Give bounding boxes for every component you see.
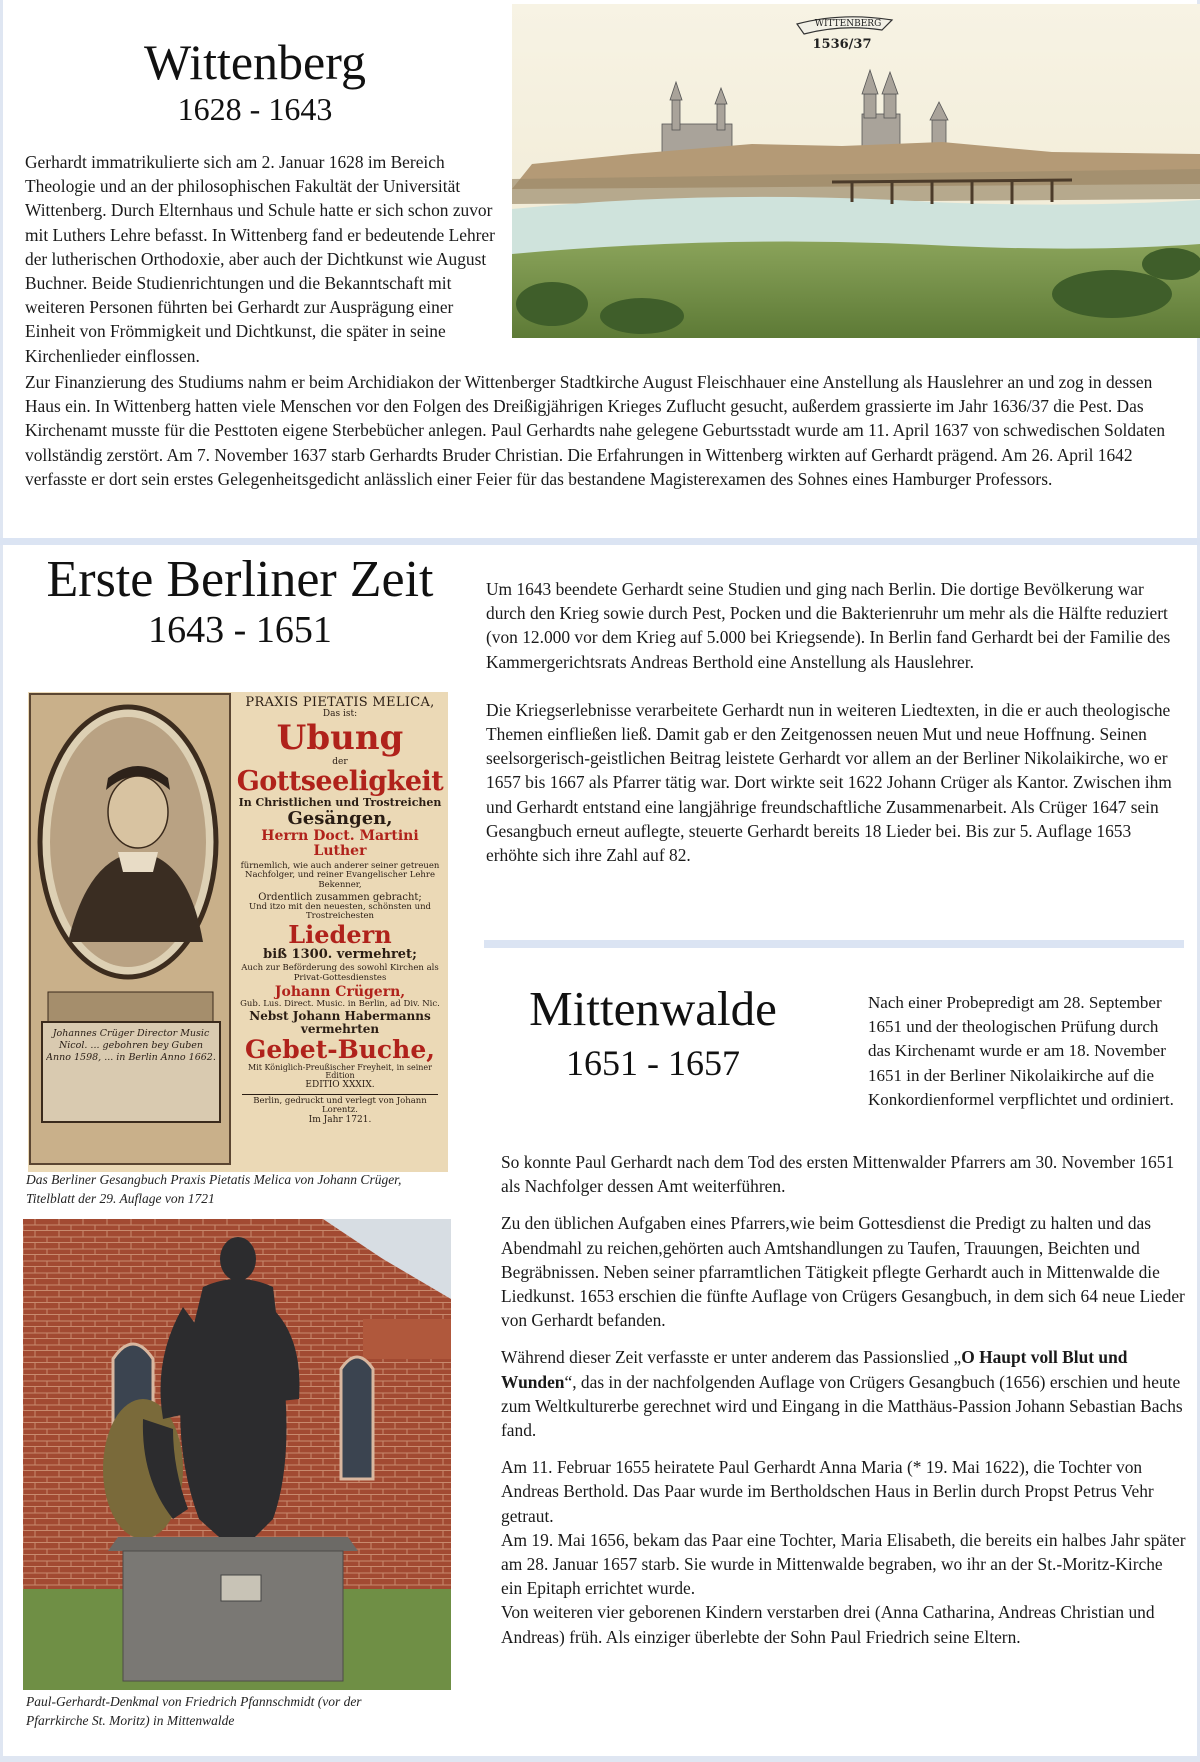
book-line: Das ist: bbox=[322, 709, 358, 720]
book-line: EDITIO XXXIX. bbox=[305, 1080, 375, 1091]
wittenberg-years: 1628 - 1643 bbox=[177, 91, 333, 127]
mittenwalde-years: 1651 - 1657 bbox=[566, 1043, 740, 1083]
wittenberg-body-text: Zur Finanzierung des Studiums nahm er beim Archidiakon der Wittenberger Stadtkirche August Fleischhauer eine Anstellung als Hauslehrer an und zog in dessen Haus ein. In Wittenberg hatten viele Menschen vor den Folgen des Dreißigjährigen Krieges Zuflucht gesucht, außerdem grassierte im Jahr 1636/37 die Pest. Das Kirchenamt musste für die Pesttoten eigene Sterbebücher anlegen. Paul Gerhardts nahe gelegene Geburtsstadt wurde am 11. April 1637 von schwedischen Soldaten vollständig zerstört. Am 7. November 1637 starb Gerhardts Bruder Christian. Die Erfahrungen in Wittenberg wirkten auf Gerhardt prägend. Am 26. April 1642 verfasste er dort sein erstes Gelegenheitsgedicht anlässlich einer Feier für das bestandene Magisterexamen des Sohnes eines Hamburger Professors. bbox=[25, 372, 1166, 489]
mittenwalde-title: Mittenwalde bbox=[529, 981, 777, 1036]
book-line: Und itzo mit den neuesten, schönsten und Trostreichesten bbox=[248, 901, 431, 922]
mittenwalde-paragraph-2: Zu den üblichen Aufgaben eines Pfarrers,wie beim Gottesdienst die Predigt zu halten und das Abendmahl zu reichen,gehörten auch Amtshandlungen zu Taufen, Trauungen, Beichten und Begräbnissen. Neben seiner pfarramtlichen Tätigkeit pflegte Gerhardt auch in Mittenwalde die Liedkunst. 1653 erschien die fünfte Auflage von Crügers Gesangbuch, in dem sich 64 neue Lieder von Gerhardt befanden. bbox=[501, 1213, 1185, 1331]
book-line: Gub. Lus. Direct. Music. in Berlin, ad Div. Nic. bbox=[240, 999, 440, 1010]
book-line: Herrn Doct. Martini Luther bbox=[261, 828, 419, 860]
book-line: fürnemlich, wie auch anderer seiner getreuen Nachfolger, und reiner Evangelischer Lehre Bekenner, bbox=[240, 860, 440, 890]
book-line: Berlin, gedruckt und verlegt von Johann Lorentz. bbox=[253, 1096, 427, 1116]
book-line: Johann Crügern, bbox=[274, 983, 406, 1000]
banner-text: WITTENBERG bbox=[814, 19, 882, 29]
portrait-plaque-text: Johannes Crüger Director Music Nicol. ... gebohren bey Guben Anno 1598, ... in Berlin Anno 1662. bbox=[46, 1028, 216, 1063]
book-line: Gesängen, bbox=[287, 808, 393, 830]
berlin-title: Erste Berliner Zeit bbox=[46, 551, 434, 608]
book-caption: Das Berliner Gesangbuch Praxis Pietatis Melica von Johann Crüger, Titelblatt der 29. Auflage von 1721 bbox=[26, 1172, 402, 1206]
berlin-paragraph-2: Die Kriegserlebnisse verarbeitete Gerhardt nun in weiteren Liedtexten, in die er auch theologische Themen einfließen ließ. Damit gab er den Zeitgenossen neuen Mut und neue Hoffnung. Seinen seelsorgerisch-geistlichen Beitrag leistete Gerhardt vor allem an der Berliner Nikolaikirche, wo er 1657 bis 1667 als Pfarrer tätig war. Dort wirkte seit 1622 Johann Crüger als Kantor. Zwischen ihm und Gerhardt entstand eine langjährige freundschaftliche Zusammenarbeit. Als Crüger 1647 sein Gesangbuch erneut auflegte, steuerte Gerhardt bereits 18 Lieder bei. Bis zur 5. Auflage 1653 erhöhte sich ihre Zahl auf 82. bbox=[486, 699, 1172, 866]
book-line: Gebet-Buche, bbox=[245, 1035, 435, 1065]
wittenberg-city-view-image bbox=[512, 4, 1200, 338]
book-line: Im Jahr 1721. bbox=[308, 1114, 372, 1125]
book-line: Liedern bbox=[288, 919, 392, 949]
book-title-text bbox=[234, 692, 446, 1172]
paragraph-3-end: “, das in der nachfolgenden Auflage von Crügers Gesangbuch (1656) erschien und heute zum Weltkulturerbe gerechnet wird und Eingang in die Matthäus-Passion Johann Sebastian Bachs fand. bbox=[501, 1371, 1183, 1441]
berlin-mittenwalde-divider bbox=[484, 940, 1184, 948]
book-line: Ordentlich zusammen gebracht; bbox=[258, 891, 422, 903]
section-divider bbox=[0, 538, 1200, 545]
berlin-years: 1643 - 1651 bbox=[148, 609, 332, 651]
paragraph-3-start: Während dieser Zeit verfasste er unter anderem das Passionslied „ bbox=[501, 1347, 962, 1368]
statue-caption: Paul-Gerhardt-Denkmal von Friedrich Pfannschmidt (vor der Pfarrkirche St. Moritz) in Mittenwalde bbox=[26, 1694, 362, 1728]
mittenwalde-paragraph-5: Am 19. Mai 1656, bekam das Paar eine Tochter, Maria Elisabeth, die bereits ein halbes Jahr später am 28. Januar 1657 starb. Sie wurde in Mittenwalde begraben, wo ihr an der St.-Moritz-Kirche ein Epitaph errichtet wurde. bbox=[501, 1529, 1186, 1599]
mittenwalde-paragraph-6: Von weiteren vier geborenen Kindern verstarben drei (Anna Catharina, Andreas Christian und Andreas) früh. Als einziger überlebte der Sohn Paul Friedrich seine Eltern. bbox=[501, 1602, 1155, 1647]
paul-gerhardt-statue-image bbox=[23, 1219, 451, 1690]
berlin-text bbox=[486, 577, 1176, 867]
banner-year: 1536/37 bbox=[812, 37, 872, 52]
statue-photo-drawing bbox=[23, 1219, 451, 1690]
book-line: Nebst Johann Habermanns vermehrten bbox=[249, 1008, 431, 1036]
book-line: Mit Königlich-Preußischer Freyheit, in seiner Edition bbox=[248, 1062, 432, 1081]
mittenwalde-paragraph-4: Am 11. Februar 1655 heiratete Paul Gerhardt Anna Maria (* 19. Mai 1622), die Tochter von Andreas Berthold. Das Paar wurde im Bertholdschen Haus in Berlin durch Propst Petrus Vehr getraut. bbox=[501, 1457, 1154, 1526]
mittenwalde-paragraph-3 bbox=[501, 1345, 1186, 1442]
wittenberg-intro-text: Gerhardt immatrikulierte sich am 2. Januar 1628 im Bereich Theologie und an der philosophischen Fakultät der Universität Wittenberg. Durch Elternhaus und Schule hatte er sich schon zuvor mit Luthers Lehre befasst. In Wittenberg fand er bedeutende Lehrer der lutherischen Orthodoxie, aber auch der Dichtkunst wie August Buchner. Beide Studienrichtungen und die Bekanntschaft mit weiteren Personen führten bei Gerhardt zur Ausprägung einer Einheit von Frömmigkeit und Dichtkunst, die später in seine Kirchenlieder einflossen. bbox=[25, 152, 495, 366]
book-line: Gottseeligkeit bbox=[236, 766, 444, 798]
mittenwalde-text bbox=[501, 1150, 1186, 1649]
book-line: Ubung bbox=[276, 718, 404, 759]
book-line: PRAXIS PIETATIS MELICA, bbox=[245, 695, 435, 710]
mittenwalde-side-text: Nach einer Probepredigt am 28. September 1651 und der theologischen Prüfung durch das Kirchenamt wurde er am 18. November 1651 in der Berliner Nikolaikirche auf die Konkordienformel verpflichtet und ordiniert. bbox=[868, 993, 1174, 1109]
praxis-pietatis-title-page-image bbox=[28, 692, 448, 1172]
book-line: Auch zur Beförderung des sowohl Kirchen als Privat-Gottesdienstes bbox=[241, 963, 439, 983]
wittenberg-title: Wittenberg bbox=[144, 34, 366, 90]
book-line: der bbox=[332, 756, 348, 767]
book-line: biß 1300. vermehret; bbox=[263, 946, 417, 962]
book-line: In Christlichen und Trostreichen bbox=[238, 796, 442, 810]
berlin-paragraph-1: Um 1643 beendete Gerhardt seine Studien und ging nach Berlin. Die dortige Bevölkerung war durch den Krieg sowie durch Pest, Pocken und die Bakterienruhr um mehr als die Hälfte reduziert (von 12.000 vor dem Krieg auf 5.000 bei Kriegsende). In Berlin fand Gerhardt bei der Familie des Kammergerichtsrats Andreas Berthold eine Anstellung als Hauslehrer. bbox=[486, 579, 1171, 672]
hymn-title: O Haupt voll Blut und Wunden bbox=[501, 1347, 1128, 1392]
mittenwalde-paragraph-1: So konnte Paul Gerhardt nach dem Tod des ersten Mittenwalder Pfarrers am 30. November 1651 als Nachfolger dessen Amt weiterführen. bbox=[501, 1152, 1175, 1197]
wittenberg-landscape-drawing bbox=[512, 4, 1200, 338]
